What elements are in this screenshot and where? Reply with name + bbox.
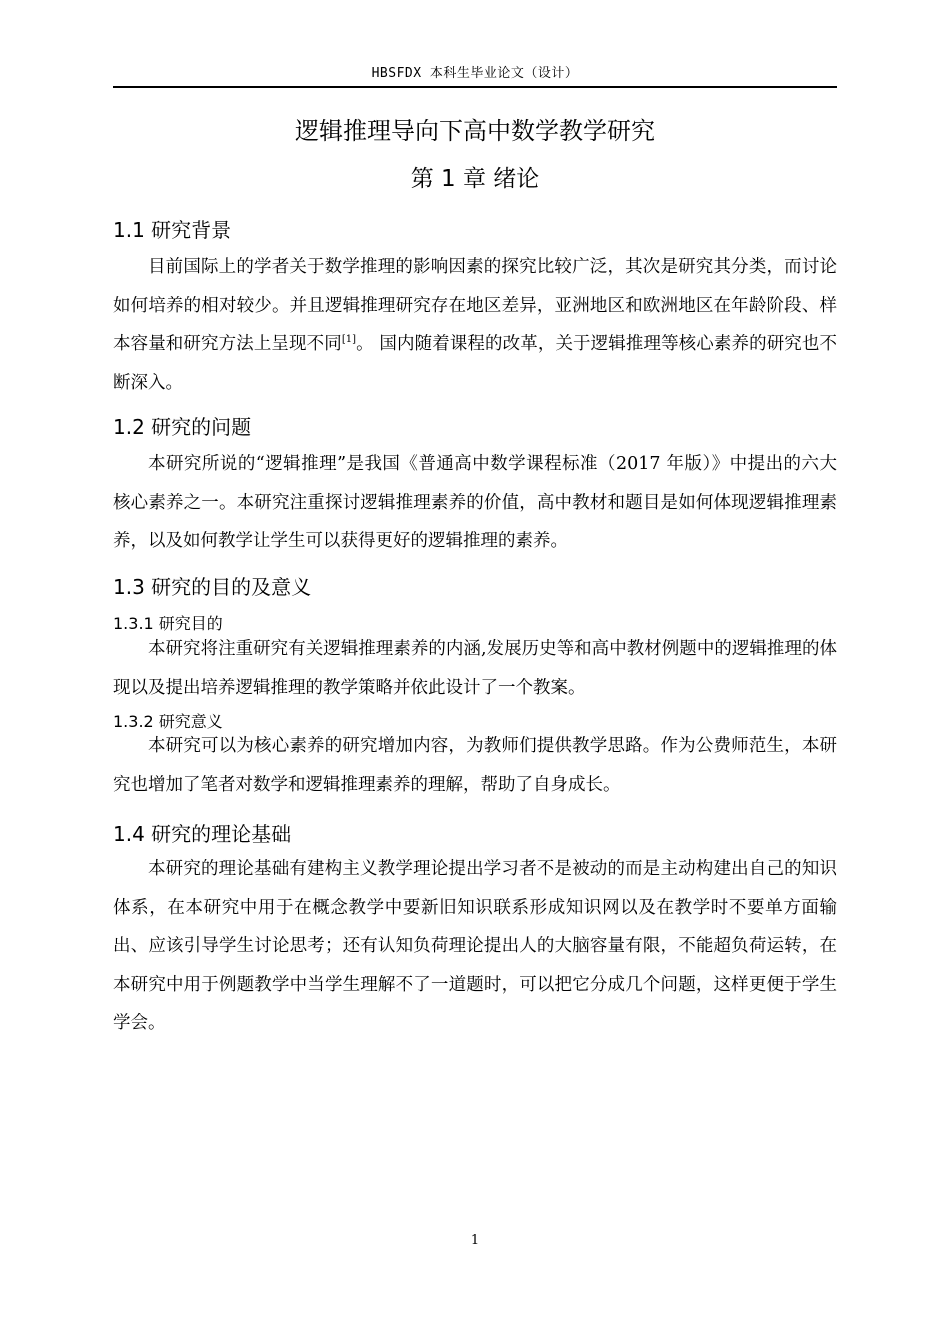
section-heading-1-3: 1.3 研究的目的及意义 bbox=[113, 575, 312, 599]
section-heading-1-4: 1.4 研究的理论基础 bbox=[113, 822, 292, 846]
section-heading-1-1: 1.1 研究背景 bbox=[113, 218, 232, 242]
section-1-2-paragraph: 本研究所说的“逻辑推理”是我国《普通高中数学课程标准（2017 年版）》中提出的六大核心素养之一。本研究注重探讨逻辑推理素养的价值，高中教材和题目是如何体现逻辑推理素养，以及如何教学让学生可以获得更好的逻辑推理的素养。 bbox=[113, 454, 837, 551]
subsection-1-3-1-paragraph: 本研究将注重研究有关逻辑推理素养的内涵,发展历史等和高中教材例题中的逻辑推理的体现以及提出培养逻辑推理的教学策略并依此设计了一个教案。 bbox=[113, 639, 837, 698]
paper-title: 逻辑推理导向下高中数学教学研究 bbox=[295, 117, 655, 145]
subsection-heading-1-3-1: 1.3.1 研究目的 bbox=[113, 614, 223, 633]
section-1-1-text-b: 。 国内随着课程的改革，关于逻辑推理等核心素养的研究也不断深入。 bbox=[113, 334, 838, 393]
section-heading-1-2: 1.2 研究的问题 bbox=[113, 415, 252, 439]
running-header: HBSFDX 本科生毕业论文（设计） bbox=[113, 66, 837, 88]
chapter-title: 第 1 章 绪论 bbox=[410, 166, 540, 192]
section-1-4-paragraph: 本研究的理论基础有建构主义教学理论提出学习者不是被动的而是主动构建出自己的知识体系，在本研究中用于在概念教学中要新旧知识联系形成知识网以及在教学时不要单方面输出、应该引导学生讨论思考；还有认知负荷理论提出人的大脑容量有限，不能超负荷运转，在本研究中用于例题教学中当学生理解不了一道题时，可以把它分成几个问题，这样更便于学生学会。 bbox=[113, 859, 837, 1033]
citation-ref-1: [1] bbox=[341, 334, 357, 345]
subsection-1-3-2-paragraph: 本研究可以为核心素养的研究增加内容，为教师们提供教学思路。作为公费师范生，本研究也增加了笔者对数学和逻辑推理素养的理解，帮助了自身成长。 bbox=[113, 736, 837, 795]
subsection-heading-1-3-2: 1.3.2 研究意义 bbox=[113, 712, 223, 731]
section-1-1-text-a: 目前国际上的学者关于数学推理的影响因素的探究比较广泛，其次是研究其分类，而讨论如何培养的相对较少。并且逻辑推理研究存在地区差异，亚洲地区和欧洲地区在年龄阶段、样本容量和研究方法上呈现不同 bbox=[113, 257, 837, 354]
page-number: 1 bbox=[470, 1233, 480, 1248]
section-1-1-paragraph bbox=[113, 248, 837, 402]
